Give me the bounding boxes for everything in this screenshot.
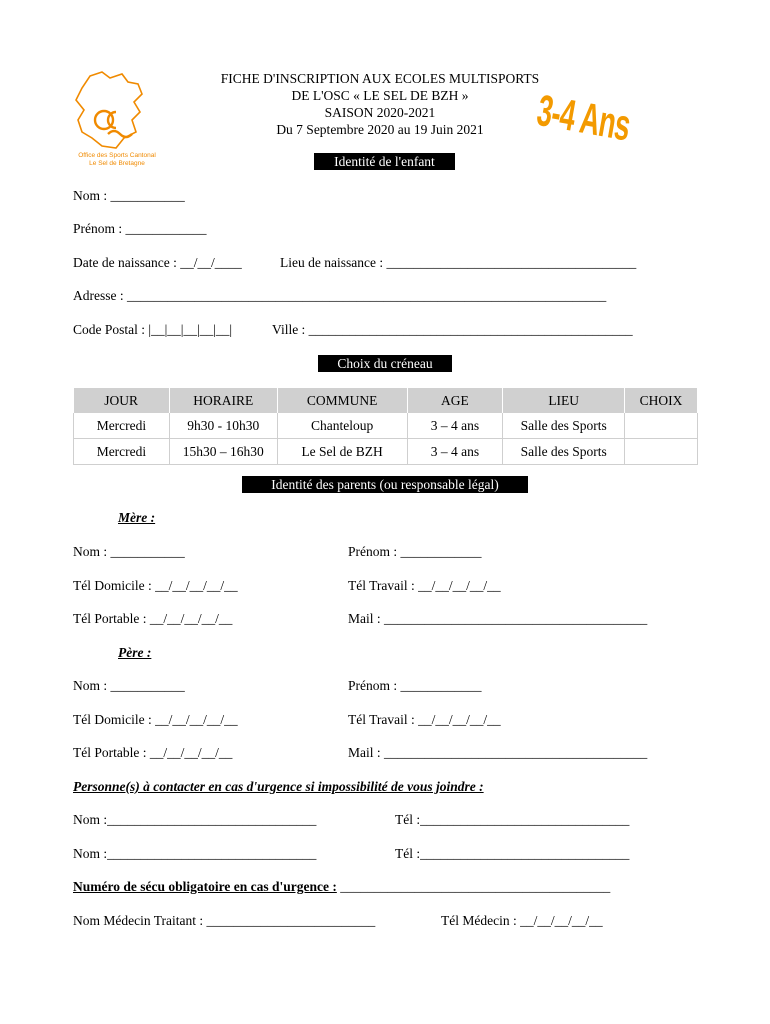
- cell-age: 3 – 4 ans: [407, 413, 503, 439]
- mother-tel-portable-field[interactable]: Tél Portable : __/__/__/__/__: [73, 611, 233, 626]
- col-header-horaire: HORAIRE: [169, 388, 277, 413]
- cell-choix[interactable]: [625, 413, 698, 439]
- child-address-field[interactable]: Adresse : _______________________________________________________________________: [73, 288, 607, 303]
- cell-horaire: 15h30 – 16h30: [169, 439, 277, 465]
- slot-section-banner: Choix du créneau: [318, 355, 452, 372]
- cell-lieu: Salle des Sports: [503, 413, 625, 439]
- parents-section-banner: Identité des parents (ou responsable légal): [242, 476, 528, 493]
- cell-commune: Le Sel de BZH: [277, 439, 407, 465]
- doctor-tel-field[interactable]: Tél Médecin : __/__/__/__/__: [441, 913, 603, 928]
- mother-mail-field[interactable]: Mail : _______________________________________: [348, 611, 648, 626]
- header-line4: Du 7 Septembre 2020 au 19 Juin 2021: [276, 122, 484, 137]
- doctor-name-field[interactable]: Nom Médecin Traitant : _________________________: [73, 913, 376, 928]
- form-header: [180, 70, 580, 138]
- table-row: [74, 413, 698, 439]
- father-tel-portable-field[interactable]: Tél Portable : __/__/__/__/__: [73, 745, 233, 760]
- child-prenom-field[interactable]: Prénom : ____________: [73, 221, 207, 236]
- emergency-nom-field-1[interactable]: Nom :_______________________________: [73, 812, 317, 827]
- emergency-tel-field-2[interactable]: Tél :_______________________________: [395, 846, 630, 861]
- father-nom-field[interactable]: Nom : ___________: [73, 678, 185, 693]
- logo-name-line1: Office des Sports Cantonal: [78, 152, 156, 159]
- header-line2: DE L'OSC « LE SEL DE BZH »: [291, 88, 469, 103]
- emergency-title: Personne(s) à contacter en cas d'urgence si impossibilité de vous joindre :: [73, 779, 484, 794]
- col-header-lieu: LIEU: [503, 388, 625, 413]
- col-header-choix: CHOIX: [625, 388, 698, 413]
- father-tel-domicile-field[interactable]: Tél Domicile : __/__/__/__/__: [73, 712, 238, 727]
- emergency-tel-field-1[interactable]: Tél :_______________________________: [395, 812, 630, 827]
- cell-horaire: 9h30 - 10h30: [169, 413, 277, 439]
- child-section-banner: Identité de l'enfant: [314, 153, 455, 170]
- father-title: Père :: [118, 645, 152, 660]
- child-birthdate-field[interactable]: Date de naissance : __/__/____: [73, 255, 242, 270]
- header-line1: FICHE D'INSCRIPTION AUX ECOLES MULTISPORTS: [220, 71, 540, 86]
- cell-choix[interactable]: [625, 439, 698, 465]
- cell-age: 3 – 4 ans: [407, 439, 503, 465]
- child-city-field[interactable]: Ville : ________________________________________________: [272, 322, 633, 337]
- col-header-age: AGE: [407, 388, 503, 413]
- mother-prenom-field[interactable]: Prénom : ____________: [348, 544, 482, 559]
- child-postcode-field[interactable]: Code Postal : |__|__|__|__|__|: [73, 322, 233, 337]
- col-header-jour: JOUR: [74, 388, 170, 413]
- child-birthplace-field[interactable]: Lieu de naissance : _____________________________________: [280, 255, 637, 270]
- father-prenom-field[interactable]: Prénom : ____________: [348, 678, 482, 693]
- logo-caption: [72, 152, 162, 168]
- emergency-nom-field-2[interactable]: Nom :_______________________________: [73, 846, 317, 861]
- secu-row: [73, 879, 610, 895]
- age-badge: 3-4 Ans: [533, 86, 634, 151]
- father-tel-travail-field[interactable]: Tél Travail : __/__/__/__/__: [348, 712, 501, 727]
- mother-tel-travail-field[interactable]: Tél Travail : __/__/__/__/__: [348, 578, 501, 593]
- cell-lieu: Salle des Sports: [503, 439, 625, 465]
- mother-tel-domicile-field[interactable]: Tél Domicile : __/__/__/__/__: [73, 578, 238, 593]
- mother-title: Mère :: [118, 510, 156, 525]
- slot-table-header: [74, 388, 698, 413]
- mother-nom-field[interactable]: Nom : ___________: [73, 544, 185, 559]
- secu-label: Numéro de sécu obligatoire en cas d'urgence :: [73, 879, 337, 894]
- child-nom-field[interactable]: Nom : ___________: [73, 188, 185, 203]
- secu-field[interactable]: ________________________________________: [336, 879, 611, 894]
- cell-jour: Mercredi: [74, 413, 170, 439]
- logo-name-line2: Le Sel de Bretagne: [89, 160, 145, 167]
- table-row: [74, 439, 698, 465]
- col-header-commune: COMMUNE: [277, 388, 407, 413]
- cell-jour: Mercredi: [74, 439, 170, 465]
- father-mail-field[interactable]: Mail : _______________________________________: [348, 745, 648, 760]
- slot-table: [73, 388, 698, 465]
- header-line3: SAISON 2020-2021: [324, 105, 436, 120]
- cell-commune: Chanteloup: [277, 413, 407, 439]
